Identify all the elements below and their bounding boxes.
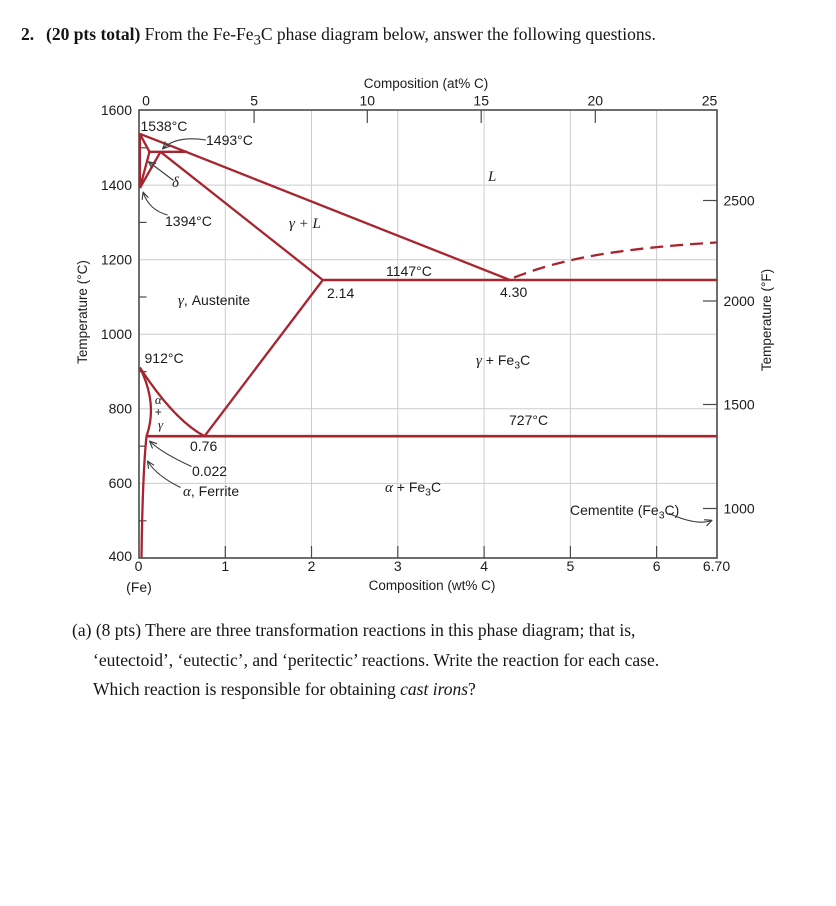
question-number: 2. <box>21 24 35 44</box>
svg-text:6.70: 6.70 <box>702 558 731 574</box>
part-a-label: (a) <box>72 620 92 640</box>
svg-text:15: 15 <box>473 92 489 109</box>
svg-text:10: 10 <box>359 92 376 109</box>
label-912C: 912°C <box>144 350 184 366</box>
label-delta: δ <box>172 175 179 191</box>
right-tick-labels <box>724 193 755 517</box>
label-cementite: Cementite $(Fe_3C)$ <box>570 502 680 522</box>
label-727C: 727°C <box>509 412 549 428</box>
alpha-solvus-line <box>142 436 147 558</box>
arrow-1394 <box>143 193 167 216</box>
label-gamma-fe3c-region: $\gamma + Fe_3C$ <box>476 352 531 372</box>
label-0-76: 0.76 <box>190 438 218 454</box>
svg-text:2: 2 <box>307 558 316 574</box>
svg-text:600: 600 <box>108 475 132 491</box>
plot-labels <box>141 118 680 522</box>
svg-text:1400: 1400 <box>100 177 132 193</box>
top-tick-labels <box>142 93 717 109</box>
svg-text:5: 5 <box>566 558 575 574</box>
svg-text:1200: 1200 <box>100 251 132 268</box>
delta-gamma-boundary-JN <box>140 152 161 188</box>
svg-text:4: 4 <box>480 558 488 574</box>
part-a-line3: Which reaction is responsible for obtaining <box>93 679 401 699</box>
label-4-30: 4.30 <box>500 284 528 300</box>
right-axis-title: Temperature (°F) <box>759 268 774 372</box>
arrow-0022 <box>150 442 192 467</box>
question-part-a <box>72 616 783 705</box>
left-tick-labels <box>101 102 132 564</box>
svg-text:2500: 2500 <box>723 192 755 209</box>
label-gamma-plus-L: γ + L <box>289 216 321 232</box>
label-alpha-gamma-region: α + γ <box>154 392 164 432</box>
svg-text:6: 6 <box>652 558 661 574</box>
label-liquid: L <box>488 169 497 185</box>
svg-text:1000: 1000 <box>723 500 755 517</box>
part-a-cast-irons: cast irons <box>400 679 469 699</box>
label-1493C: 1493°C <box>206 132 253 148</box>
part-a-line2: ‘eutectoid’, ‘eutectic’, and ‘peritectic’ reactions. Write the reaction for each case. <box>93 649 660 670</box>
label-0-022: 0.022 <box>192 463 228 479</box>
svg-text:800: 800 <box>108 400 132 417</box>
question-text-cont: C phase diagram below, answer the following questions. <box>260 24 656 44</box>
arrow-delta <box>149 162 174 181</box>
fe-origin-label: (Fe) <box>126 579 152 595</box>
arrow-1493 <box>163 139 206 149</box>
label-1394C: 1394°C <box>165 213 212 229</box>
svg-text:20: 20 <box>587 92 604 109</box>
svg-text:5: 5 <box>250 92 258 109</box>
svg-text:1600: 1600 <box>100 102 132 118</box>
svg-text:0: 0 <box>142 92 150 109</box>
svg-text:2000: 2000 <box>723 293 755 309</box>
leader-arrows <box>143 139 711 522</box>
top-axis-title: Composition (at% C) <box>363 76 489 91</box>
left-axis-title: Temperature (°C) <box>75 260 90 364</box>
part-a-line1: (8 pts) There are three transformation reactions in this phase diagram; that is, <box>95 620 636 640</box>
subscript-3: 3 <box>253 32 261 49</box>
liquidus-line <box>140 134 510 280</box>
svg-text:25: 25 <box>701 92 718 109</box>
svg-text:3: 3 <box>393 558 402 574</box>
label-alpha-fe3c-region: $\alpha + Fe_3C$ <box>385 479 442 499</box>
label-1538C: 1538°C <box>140 118 188 134</box>
label-1147C: 1147°C <box>386 263 432 279</box>
svg-text:1000: 1000 <box>100 326 132 342</box>
svg-text:1: 1 <box>221 558 230 574</box>
bottom-axis-title: Composition (wt% C) <box>368 578 496 593</box>
question-text: From the Fe-Fe <box>144 24 254 44</box>
svg-text:400: 400 <box>108 548 132 564</box>
label-alpha-ferrite: α, Ferrite <box>183 483 240 500</box>
label-2-14: 2.14 <box>327 285 355 301</box>
question-points: (20 pts total) <box>46 24 141 44</box>
svg-text:0: 0 <box>134 558 143 574</box>
svg-text:1500: 1500 <box>723 396 755 413</box>
delta-gamma-boundary-HN <box>140 152 150 188</box>
label-gamma-austenite: γ, Austenite <box>178 292 251 309</box>
bottom-tick-labels <box>135 558 731 574</box>
part-a-line3-end: ? <box>468 679 476 699</box>
alpha-gamma-boundary-GP <box>140 368 151 437</box>
